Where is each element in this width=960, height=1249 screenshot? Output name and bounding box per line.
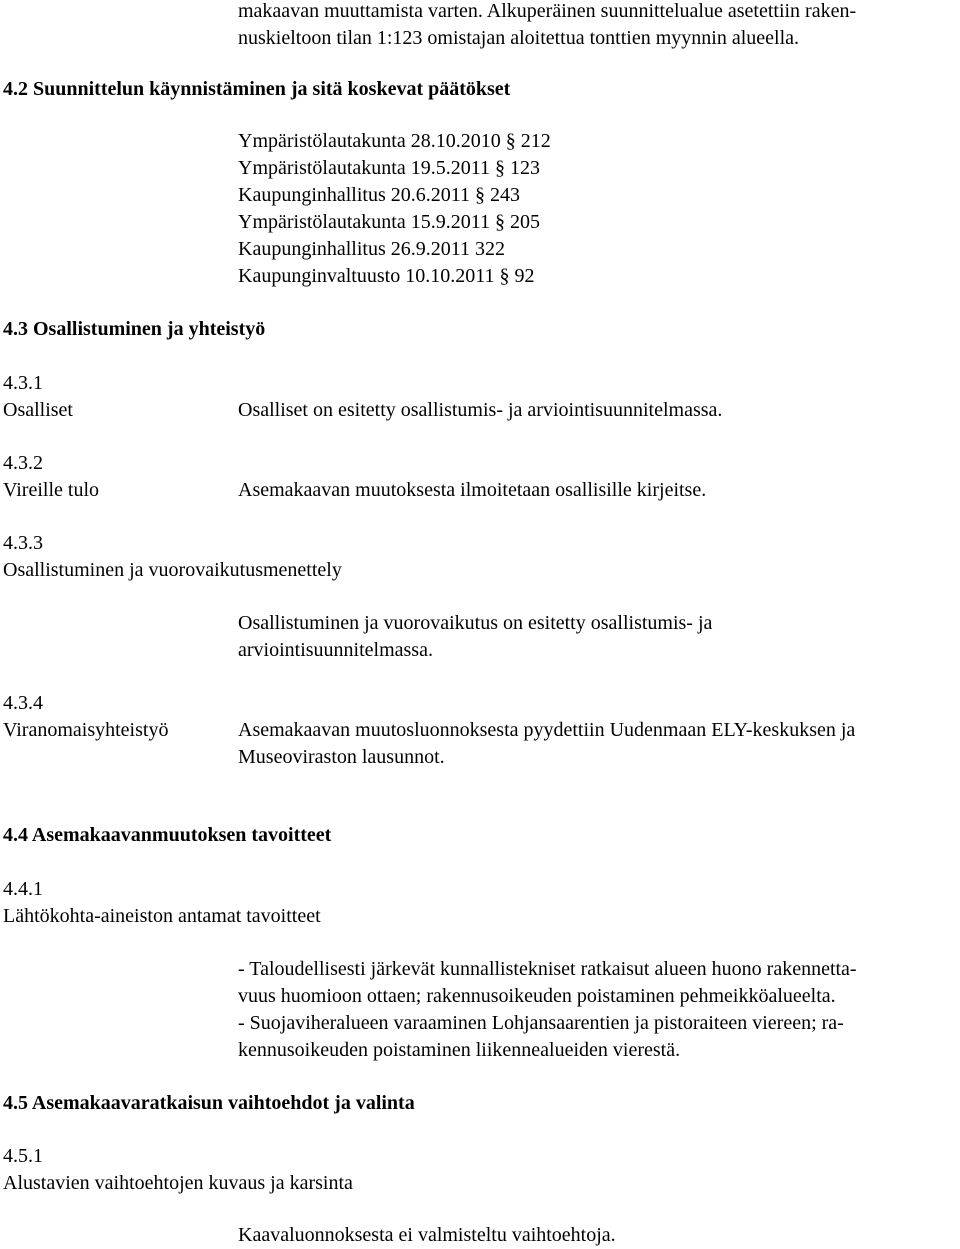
section-4-3-4-text-line-1: Asemakaavan muutosluonnoksesta pyydettiin Uudenmaan ELY-keskuksen ja <box>238 719 856 741</box>
section-4-2-heading: 4.2 Suunnittelun käynnistäminen ja sitä koskevat päätökset <box>3 78 511 100</box>
decision-5: Kaupunginhallitus 26.9.2011 322 <box>238 238 506 260</box>
goal-line-1: - Taloudellisesti järkevät kunnallistekniset ratkaisut alueen huono rakennetta- <box>238 958 857 980</box>
intro-line-1: makaavan muuttamista varten. Alkuperäinen suunnittelualue asetettiin raken- <box>238 0 857 22</box>
decision-4: Ympäristölautakunta 15.9.2011 § 205 <box>238 211 540 233</box>
goal-line-2: vuus huomioon ottaen; rakennusoikeuden poistaminen pehmeikköalueelta. <box>238 985 836 1007</box>
decision-3: Kaupunginhallitus 20.6.2011 § 243 <box>238 184 521 206</box>
intro-line-2: nuskieltoon tilan 1:123 omistajan aloitettua tonttien myynnin alueella. <box>238 27 800 49</box>
section-4-4-1-number: 4.4.1 <box>3 878 43 900</box>
section-4-3-4-text-line-2: Museoviraston lausunnot. <box>238 746 445 768</box>
decision-2: Ympäristölautakunta 19.5.2011 § 123 <box>238 157 540 179</box>
section-4-3-3-text-line-2: arviointisuunnitelmassa. <box>238 639 433 661</box>
decision-1: Ympäristölautakunta 28.10.2010 § 212 <box>238 130 551 152</box>
section-4-3-2-text: Asemakaavan muutoksesta ilmoitetaan osallisille kirjeitse. <box>238 479 707 501</box>
section-4-3-3-text-line-1: Osallistuminen ja vuorovaikutus on esitetty osallistumis- ja <box>238 612 713 634</box>
section-4-3-2-title: Vireille tulo <box>3 479 99 501</box>
section-4-5-heading: 4.5 Asemakaavaratkaisun vaihtoehdot ja valinta <box>3 1092 415 1114</box>
section-4-5-1-text: Kaavaluonnoksesta ei valmisteltu vaihtoehtoja. <box>238 1224 616 1246</box>
section-4-3-4-title: Viranomaisyhteistyö <box>3 719 169 741</box>
section-4-3-3-title: Osallistuminen ja vuorovaikutusmenettely <box>3 559 342 581</box>
section-4-3-1-number: 4.3.1 <box>3 372 43 394</box>
section-4-3-2-number: 4.3.2 <box>3 452 43 474</box>
decision-6: Kaupunginvaltuusto 10.10.2011 § 92 <box>238 265 535 287</box>
section-4-4-1-title: Lähtökohta-aineiston antamat tavoitteet <box>3 905 321 927</box>
section-4-3-heading: 4.3 Osallistuminen ja yhteistyö <box>3 318 266 340</box>
section-4-3-4-number: 4.3.4 <box>3 692 43 714</box>
goal-line-4: kennusoikeuden poistaminen liikennealueiden vierestä. <box>238 1039 681 1061</box>
section-4-4-heading: 4.4 Asemakaavanmuutoksen tavoitteet <box>3 824 332 846</box>
section-4-5-1-number: 4.5.1 <box>3 1145 43 1167</box>
section-4-3-1-title: Osalliset <box>3 399 73 421</box>
goal-line-3: - Suojaviheralueen varaaminen Lohjansaarentien ja pistoraiteen viereen; ra- <box>238 1012 844 1034</box>
section-4-3-1-text: Osalliset on esitetty osallistumis- ja arviointisuunnitelmassa. <box>238 399 723 421</box>
section-4-5-1-title: Alustavien vaihtoehtojen kuvaus ja karsinta <box>3 1172 353 1194</box>
section-4-3-3-number: 4.3.3 <box>3 532 43 554</box>
